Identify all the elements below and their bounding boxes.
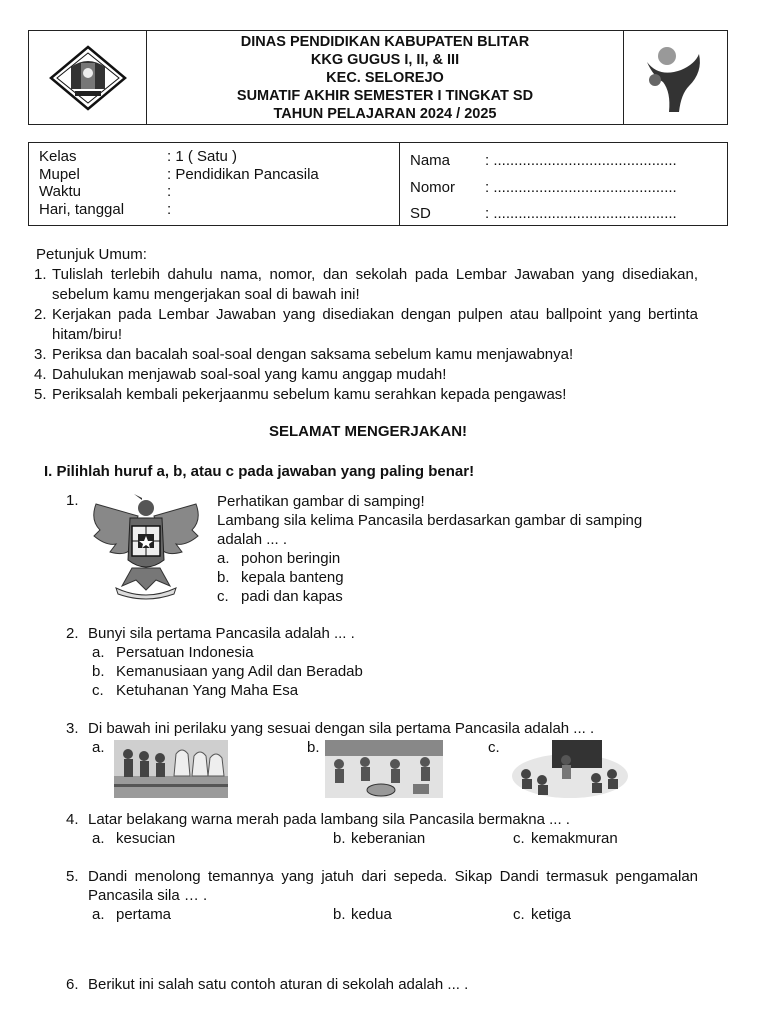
question-text: Latar belakang warna merah pada lambang sila Pancasila bermakna ... . (88, 811, 570, 828)
instruction-number: 1. (34, 266, 47, 283)
question-5 (66, 867, 698, 924)
info-label: Hari, tanggal (39, 200, 125, 218)
option-letter: b. (92, 663, 105, 680)
header-line-5: TAHUN PELAJARAN 2024 / 2025 (273, 105, 497, 122)
option-text: Ketuhanan Yang Maha Esa (116, 682, 299, 699)
instruction-number: 3. (34, 346, 47, 363)
exam-header (28, 30, 728, 125)
option-text: kepala banteng (241, 569, 344, 586)
header-line-4: SUMATIF AKHIR SEMESTER I TINGKAT SD (236, 87, 534, 104)
students-praying-icon (114, 740, 228, 798)
option-b[interactable] (217, 568, 657, 587)
option-a[interactable] (92, 829, 333, 848)
option-text: padi dan kapas (241, 588, 343, 605)
question-number: 4. (66, 811, 79, 828)
option-b[interactable] (333, 829, 513, 848)
header-title-block (147, 31, 623, 124)
question-4 (66, 810, 706, 848)
garuda-icon (86, 490, 206, 602)
info-value: : Pendidikan Pancasila (167, 165, 319, 183)
option-c[interactable] (92, 681, 706, 700)
children-cleaning-icon (325, 740, 443, 798)
instruction-number: 4. (34, 366, 47, 383)
option-letter: b. (217, 569, 230, 586)
info-row-kelas (39, 148, 399, 166)
option-letter: b. (333, 830, 346, 847)
instruction-item (34, 345, 698, 365)
info-row-nama (410, 148, 727, 175)
kkg-emblem (623, 31, 727, 124)
option-a-picture[interactable] (114, 740, 228, 802)
info-row-mupel (39, 166, 399, 184)
question-text: Lambang sila kelima Pancasila berdasarkan gambar di samping adalah ... . (217, 512, 643, 548)
option-letter: a. (217, 550, 230, 567)
instruction-number: 5. (34, 386, 47, 403)
instruction-text: Tulislah terlebih dahulu nama, nomor, dan sekolah pada Lembar Jawaban yang disediakan, sebelum kamu mengerjakan soal di bawah ini! (52, 266, 698, 303)
option-text: Persatuan Indonesia (116, 644, 254, 661)
classroom-discussion-icon (512, 740, 628, 798)
question-text: Perhatikan gambar di samping! (217, 493, 425, 510)
question-6 (66, 975, 706, 994)
option-text: pohon beringin (241, 550, 341, 567)
question-number: 6. (66, 976, 79, 993)
number-field[interactable]: : ............................................ (485, 178, 677, 196)
option-b[interactable] (333, 905, 513, 924)
instruction-item (34, 385, 698, 405)
header-line-3: KEC. SELOREJO (326, 69, 444, 86)
option-b[interactable] (92, 662, 706, 681)
general-instructions (34, 245, 698, 405)
option-row (66, 905, 698, 924)
option-text: kesucian (116, 830, 176, 847)
section-heading: I. Pilihlah huruf a, b, atau c pada jawaban yang paling benar! (44, 463, 475, 480)
option-text: Kemanusiaan yang Adil dan Beradab (116, 663, 363, 680)
name-field[interactable]: : ............................................ (485, 152, 677, 169)
info-row-sd (410, 201, 727, 228)
instruction-item (34, 265, 698, 305)
option-row (66, 829, 706, 848)
option-letter: a. (92, 830, 105, 847)
question-number: 1. (66, 492, 79, 509)
question-text: Dandi menolong temannya yang jatuh dari sepeda. Sikap Dandi termasuk pengamalan Pancasila sila … . (88, 868, 698, 904)
question-number: 2. (66, 625, 79, 642)
option-b-picture[interactable] (325, 740, 443, 802)
header-line-2: KKG GUGUS I, II, & III (310, 51, 460, 68)
garuda-pancasila-image (86, 490, 206, 606)
option-text: kedua (351, 906, 392, 923)
option-b-label[interactable]: b. (307, 739, 320, 756)
info-value: : 1 ( Satu ) (167, 148, 238, 165)
option-text: pertama (116, 906, 172, 923)
option-c[interactable] (513, 829, 618, 848)
exam-details (29, 143, 400, 225)
info-value: : (167, 183, 172, 200)
header-line-1: DINAS PENDIDIKAN KABUPATEN BLITAR (240, 33, 530, 50)
info-label: Nama (410, 152, 451, 169)
info-label: Mupel (39, 165, 80, 183)
question-text: Di bawah ini perilaku yang sesuai dengan sila pertama Pancasila adalah ... . (88, 720, 595, 737)
option-letter: b. (333, 906, 346, 923)
option-a-label[interactable]: a. (92, 739, 105, 756)
option-letter: c. (513, 906, 525, 923)
instruction-item (34, 365, 698, 385)
greeting: SELAMAT MENGERJAKAN! (268, 423, 468, 440)
option-letter: a. (92, 906, 105, 923)
option-c[interactable] (513, 905, 571, 924)
option-a[interactable] (92, 905, 333, 924)
instruction-number: 2. (34, 306, 47, 323)
info-label: Kelas (39, 148, 77, 165)
question-number: 3. (66, 720, 79, 737)
instruction-text: Dahulukan menjawab soal-soal yang kamu anggap mudah! (52, 366, 447, 383)
option-letter: c. (92, 682, 104, 699)
student-identity (400, 143, 727, 225)
option-letter: c. (217, 588, 229, 605)
option-letter: a. (92, 644, 105, 661)
question-number: 5. (66, 868, 79, 885)
info-value: : (167, 200, 172, 218)
option-text: keberanian (351, 830, 426, 847)
option-letter: c. (513, 830, 525, 847)
option-a[interactable] (92, 643, 706, 662)
info-label: Waktu (39, 183, 81, 200)
blitar-seal-icon (49, 45, 127, 111)
question-2 (66, 624, 706, 700)
instruction-item (34, 305, 698, 345)
info-row-nomor (410, 175, 727, 202)
question-text: Berikut ini salah satu contoh aturan di sekolah adalah ... . (88, 976, 469, 993)
instructions-title: Petunjuk Umum: (36, 246, 147, 263)
figure-emblem-icon (641, 42, 711, 114)
info-label: SD (410, 205, 431, 222)
instruction-text: Periksalah kembali pekerjaanmu sebelum kamu serahkan kepada pengawas! (52, 386, 567, 403)
info-row-waktu (39, 183, 399, 201)
question-3 (66, 719, 706, 738)
instruction-text: Kerjakan pada Lembar Jawaban yang disediakan dengan pulpen atau ballpoint yang bertinta hitam/biru! (52, 306, 698, 343)
info-row-hari (39, 201, 399, 219)
school-field[interactable]: : ............................................ (485, 205, 677, 222)
option-c-label[interactable]: c. (488, 739, 500, 756)
option-text: kemakmuran (531, 830, 618, 847)
option-c-picture[interactable] (512, 740, 628, 802)
question-text: Bunyi sila pertama Pancasila adalah ... . (88, 625, 355, 642)
student-info-box (28, 142, 728, 226)
option-c[interactable] (217, 587, 657, 606)
option-a[interactable] (217, 549, 657, 568)
info-label: Nomor (410, 178, 456, 196)
instruction-text: Periksa dan bacalah soal-soal dengan saksama sebelum kamu menjawabnya! (52, 346, 574, 363)
question-1 (217, 492, 657, 606)
option-text: ketiga (531, 906, 572, 923)
regency-logo (29, 31, 147, 124)
